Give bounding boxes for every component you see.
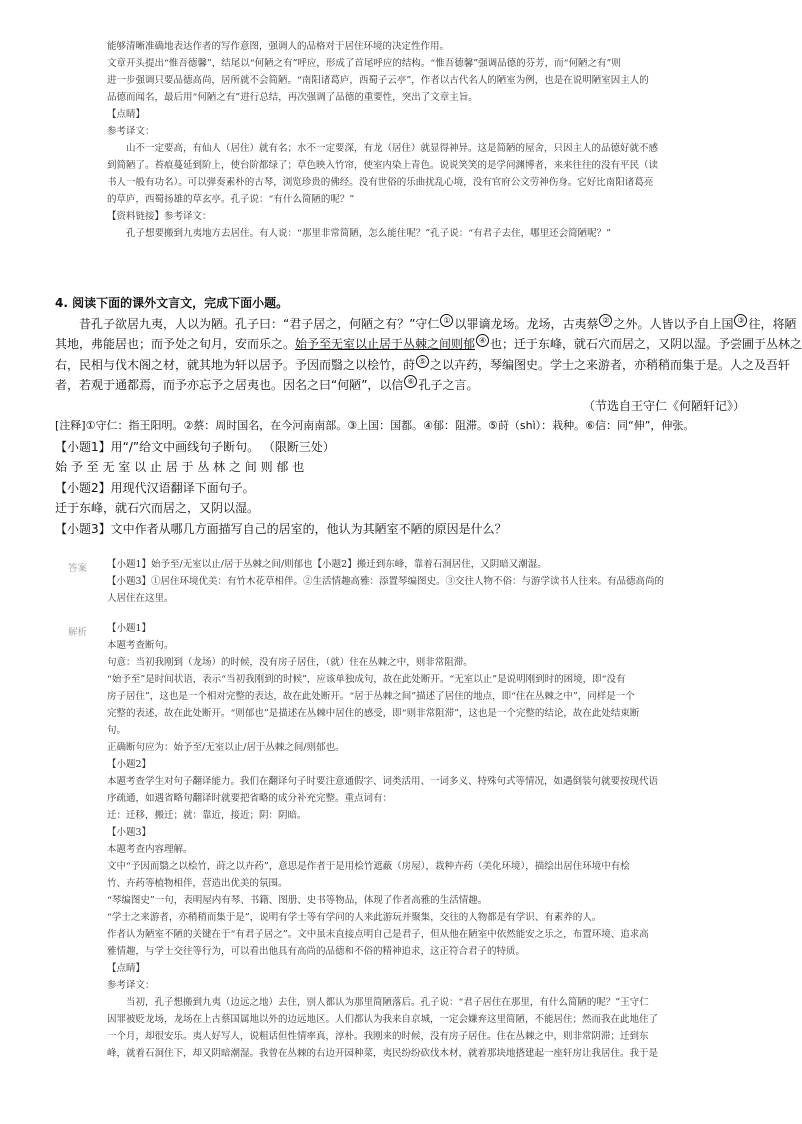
text-line: 序疏通，如遇省略句翻译时就要把省略的成分补充完整。重点词有： <box>107 793 393 804</box>
text-line: 本题考查内容理解。 <box>107 844 193 855</box>
text-line: 书人一般有功名）。可以弹奏素朴的古琴，浏览珍贵的佛经。没有世俗的乐曲扰乱心境，没有官府公文劳神伤身。它好比南阳诸葛亮 <box>107 177 654 188</box>
section-heading: 【小题3】 <box>107 827 152 838</box>
text-line: 进一步强调只要品德高尚，居所就不会简陋。“南阳诸葛庐，西蜀子云亭”，作者以古代名人的陋室为例，也是在说明陋室因主人的 <box>107 75 649 86</box>
sub-question-1: 【小题1】用“/”给文中画线句子断句。 （限断三处） <box>55 439 335 454</box>
text-line: 参考译文： <box>107 980 155 991</box>
analysis-block <box>107 620 737 1062</box>
text-line: 【小题3】①居住环境优美：有竹木花草相伴。②生活情趣高雅：添置琴编图史。③交往人物不俗：与游学读书人往来。有品德高尚的 <box>107 576 665 587</box>
section-heading: 【小题2】 <box>107 759 152 770</box>
text-line: 【小题1】始予至/无室以止/居于丛棘之间/则郁也【小题2】搬迁到东峰，靠着石洞居住，又阴暗又潮湿。 <box>107 559 547 570</box>
text-line: 房子居住”，这也是一个相对完整的表达，故在此处断开。“居于丛棘之间”描述了居住的地点，即“住在丛棘之中”，同样是一个 <box>107 691 635 702</box>
text-line: 参考译文： <box>107 126 155 137</box>
text-line: 句意：当初我刚到（龙场）的时候，没有房子居住，（就）住在丛棘之中，则非常阻滞。 <box>107 657 473 668</box>
answer-label: 答案 <box>68 563 88 574</box>
question-title: 4. 阅读下面的课外文言文，完成下面小题。 <box>55 296 289 310</box>
text-line: 雅情趣，与学士交往等行为，可以看出他具有高尚的品德和不俗的精神追求，这正符合君子的特质。 <box>107 946 526 957</box>
answer-block <box>107 556 737 607</box>
sub-question-1-text: 始 予 至 无 室 以 止 居 于 丛 林 之 间 则 郁 也 <box>55 460 305 474</box>
text-line: 山不一定要高，有仙人（居住）就有名；水不一定要深，有龙（居住）就显得神异。这是简陋的屋舍，只因主人的品德好就不感 <box>126 143 659 154</box>
text-line: 当初，孔子想搬到九夷（边远之地）去住，别人都认为那里简陋落后。孔子说：“君子居住在那里，有什么简陋的呢？”王守仁 <box>126 997 649 1008</box>
section-heading: 【资料链接】参考译文： <box>107 211 212 222</box>
text-line: 完整的表述，故在此处断开。“则郁也”是描述在丛棘中居住的感受，即“则非常阻滞”，这也是一个完整的结论，故在此处结束断 <box>107 708 640 719</box>
passage-source: （节选自王守仁《何陋轩记》） <box>582 398 745 413</box>
text-line: 迁：迁移，搬迁；就：靠近，接近；阴：阴暗。 <box>107 810 307 821</box>
text-line: 文章开头提出“惟吾德馨”，结尾以“何陋之有”呼应，形成了首尾呼应的结构。“惟吾德馨”强调品德的芬芳，而“何陋之有”则 <box>107 58 621 69</box>
text-line: 句。 <box>107 725 127 736</box>
text-line: 正确断句应为：始予至/无室以止/居于丛棘之间/则郁也。 <box>107 742 345 753</box>
text-line: “琴编图史”一句，表明屋内有琴、书籍、图册、史书等物品，体现了作者高雅的生活情趣。 <box>107 895 488 906</box>
text-line: 因罪被贬龙场，龙场在上古蔡国属地以外的边远地区。人们都认为我来自京城，一定会嫌弃这里简陋，不能居住；然而我在此地住了 <box>107 1014 659 1025</box>
text-line: “始予至”是时间状语，表示“当初我刚到的时候”，应该单独成句，故在此处断开。“无室以止”是说明刚到时的困境，即“没有 <box>107 674 626 685</box>
text-line: 作者认为陋室不陋的关键在于“有君子居之”。文中虽未直接点明自己是君子，但从他在陋室中依然能安之乐之，布置环境、追求高 <box>107 929 649 940</box>
passage-line: 其地，弗能居也；而予处之旬月，安而乐之。始予至无室以止居于丛棘之间则郁 ④ 也；迁于东峰，就石穴而居之，又阴以湿。予尝圃于丛林之 <box>55 336 802 351</box>
section-heading: 【点睛】 <box>107 109 146 120</box>
text-line: 品德而闻名，最后用“何陋之有”进行总结，再次强调了品德的重要性，突出了文章主旨。 <box>107 92 478 103</box>
annotation-note: [注释]①守仁：指王阳明。②蔡：周时国名，在今河南南部。③上国：国都。④郁：阻滞。⑤莳（shì）：栽种。⑥信：同“伸”，伸张。 <box>55 419 695 432</box>
analysis-label: 解析 <box>68 627 88 638</box>
text-line: 人居住在这里。 <box>107 593 174 604</box>
text-line: 的草庐，西蜀扬雄的草玄亭。孔子说：“有什么简陋的呢？” <box>107 194 355 205</box>
passage-line: 右，民相与伐木阁之材，就其地为轩以居予。予因而翳之以桧竹，莳 ⑤ 之以卉药，琴编图史。学士之来游者，亦稍稍而集于是。人之及吾轩 <box>55 356 791 372</box>
underlined-sentence: 始予至无室以止居于丛棘之间则郁 <box>295 337 476 351</box>
question-block <box>55 293 802 539</box>
text-line: 竹、卉药等植物相伴，营造出优美的氛围。 <box>107 878 288 889</box>
sub-question-3: 【小题3】文中作者从哪几方面描写自己的居室的，他认为其陋室不陋的原因是什么？ <box>55 521 507 536</box>
text-line: 孔子想要搬到九夷地方去居住。有人说：“那里非常简陋，怎么能住呢？”孔子说：“有君子去住，哪里还会简陋呢？” <box>126 228 611 239</box>
text-line: 本题考查学生对句子翻译能力。我们在翻译句子时要注意通假字、词类活用、一词多义、特殊句式等情况，如遇倒装句就要按现代语 <box>107 776 659 787</box>
text-line: “学士之来游者，亦稍稍而集于是”，说明有学士等有学问的人来此游玩并聚集，交往的人物都是有学识、有素养的人。 <box>107 912 602 923</box>
text-line: 文中“予因而翳之以桧竹，莳之以卉药”，意思是作者于是用桧竹遮蔽（房屋），栽种卉药（美化环境），描绘出居住环境中有桧 <box>107 861 630 872</box>
text-line: 到简陋了。苔痕蔓延到阶上，使台阶都绿了；草色映入竹帘，使室内染上青色。说说笑笑的是学问渊博者，来来往往的没有平民（读 <box>107 160 659 171</box>
passage-line: 者，若观于通都焉，而予亦忘予之居夷也。因名之曰“何陋”，以信 ⑥ 孔子之言。 <box>55 377 479 392</box>
text-line: 本题考查断句。 <box>107 640 174 651</box>
sub-question-2-text: 迁于东峰，就石穴而居之，又阴以湿。 <box>55 501 260 515</box>
passage-line: 昔孔子欲居九夷，人以为陋。孔子曰：“君子居之，何陋之有？”守仁 ① 以罪谪龙场。龙场，古夷蔡 ② 之外。人皆以予自上国 ③ 往，将陋 <box>79 315 797 331</box>
previous-answer-block <box>107 38 717 242</box>
sub-question-2: 【小题2】用现代汉语翻译下面句子。 <box>55 480 255 495</box>
text-line: 峰，就着石洞住下，却又阴暗潮湿。我曾在丛棘的右边开园种菜，夷民纷纷砍伐木材，就着那块地搭建起一座轩房让我居住。我于是 <box>107 1048 659 1059</box>
section-heading: 【点睛】 <box>107 963 146 974</box>
text-line: 一个月，却很安乐。夷人好写人，说粗话但性情率真，淳朴。我刚来的时候，没有房子居住。住在丛棘之中，则非常阴滞；迁到东 <box>107 1031 649 1042</box>
text-line: 能够清晰准确地表达作者的写作意图，强调人的品格对于居住环境的决定性作用。 <box>107 41 450 52</box>
section-heading: 【小题1】 <box>107 623 152 634</box>
